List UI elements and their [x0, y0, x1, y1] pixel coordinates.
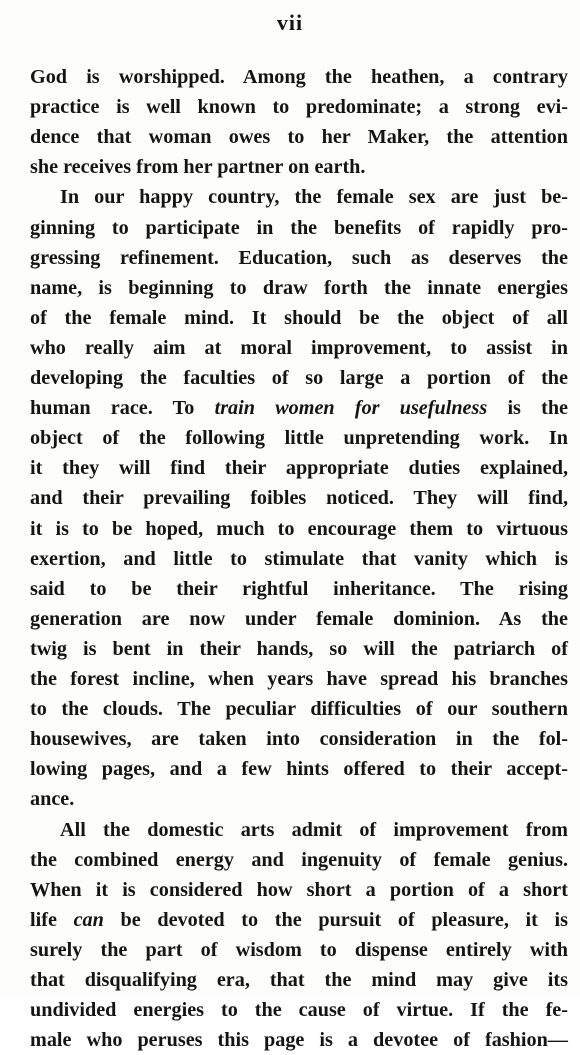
text-line: that disqualifying era, that the mind may give its: [30, 969, 568, 991]
text-line: In our happy country, the female sex are just be-: [60, 186, 568, 209]
text-line: practice is well known to predominate; a strong evi-: [30, 96, 568, 119]
text-line: of the female mind. It should be the object of all: [30, 306, 568, 329]
text-line: undivided energies to the cause of virtue. If the fe-: [30, 999, 568, 1022]
text-line: the combined energy and ingenuity of female genius.: [30, 848, 568, 871]
text-line: the forest incline, when years have spread his branches: [30, 668, 568, 690]
text-line: dence that woman owes to her Maker, the attention: [30, 126, 568, 149]
text-line: ance.: [30, 788, 75, 811]
text-line: to the clouds. The peculiar difficulties of our southern: [30, 698, 568, 721]
text-line: she receives from her partner on earth.: [30, 156, 366, 179]
text-line: and their prevailing foibles noticed. They will find,: [30, 487, 568, 510]
text-line: object of the following little unpretending work. In: [30, 427, 568, 450]
text-line: male who peruses this page is a devotee of fashion—: [30, 1029, 568, 1052]
text-line: housewives, are taken into consideration in the fol-: [30, 728, 568, 751]
text-line: God is worshipped. Among the heathen, a contrary: [30, 66, 568, 88]
text-line: exertion, and little to stimulate that vanity which is: [30, 547, 568, 570]
emphasized-text: can: [73, 908, 104, 931]
text-line: name, is beginning to draw forth the innate energies: [30, 276, 568, 299]
text-line: life can be devoted to the pursuit of pleasure, it is: [30, 908, 569, 931]
text-line: human race. To train women for usefulness is the: [30, 397, 569, 420]
text-line: All the domestic arts admit of improvement from: [60, 818, 568, 841]
text-line: it they will find their appropriate duties explained,: [30, 457, 568, 480]
text-line: surely the part of wisdom to dispense entirely with: [30, 938, 568, 961]
text-line: twig is bent in their hands, so will the patriarch of: [30, 637, 568, 660]
text-line: who really aim at moral improvement, to assist in: [30, 336, 568, 359]
text-line: it is to be hoped, much to encourage them to virtuous: [30, 517, 568, 540]
text-line: generation are now under female dominion. As the: [30, 607, 568, 630]
text-line: lowing pages, and a few hints offered to their accept-: [30, 758, 568, 781]
text-line: ginning to participate in the benefits of rapidly pro-: [30, 216, 568, 239]
text-line: developing the faculties of so large a portion of the: [30, 367, 568, 389]
text-line: gressing refinement. Education, such as deserves the: [30, 246, 568, 269]
text-line: said to be their rightful inheritance. The rising: [30, 577, 568, 600]
emphasized-text: train women for usefulness: [214, 397, 488, 420]
page-number: vii: [276, 10, 304, 35]
text-line: When it is considered how short a portion of a short: [30, 878, 568, 901]
